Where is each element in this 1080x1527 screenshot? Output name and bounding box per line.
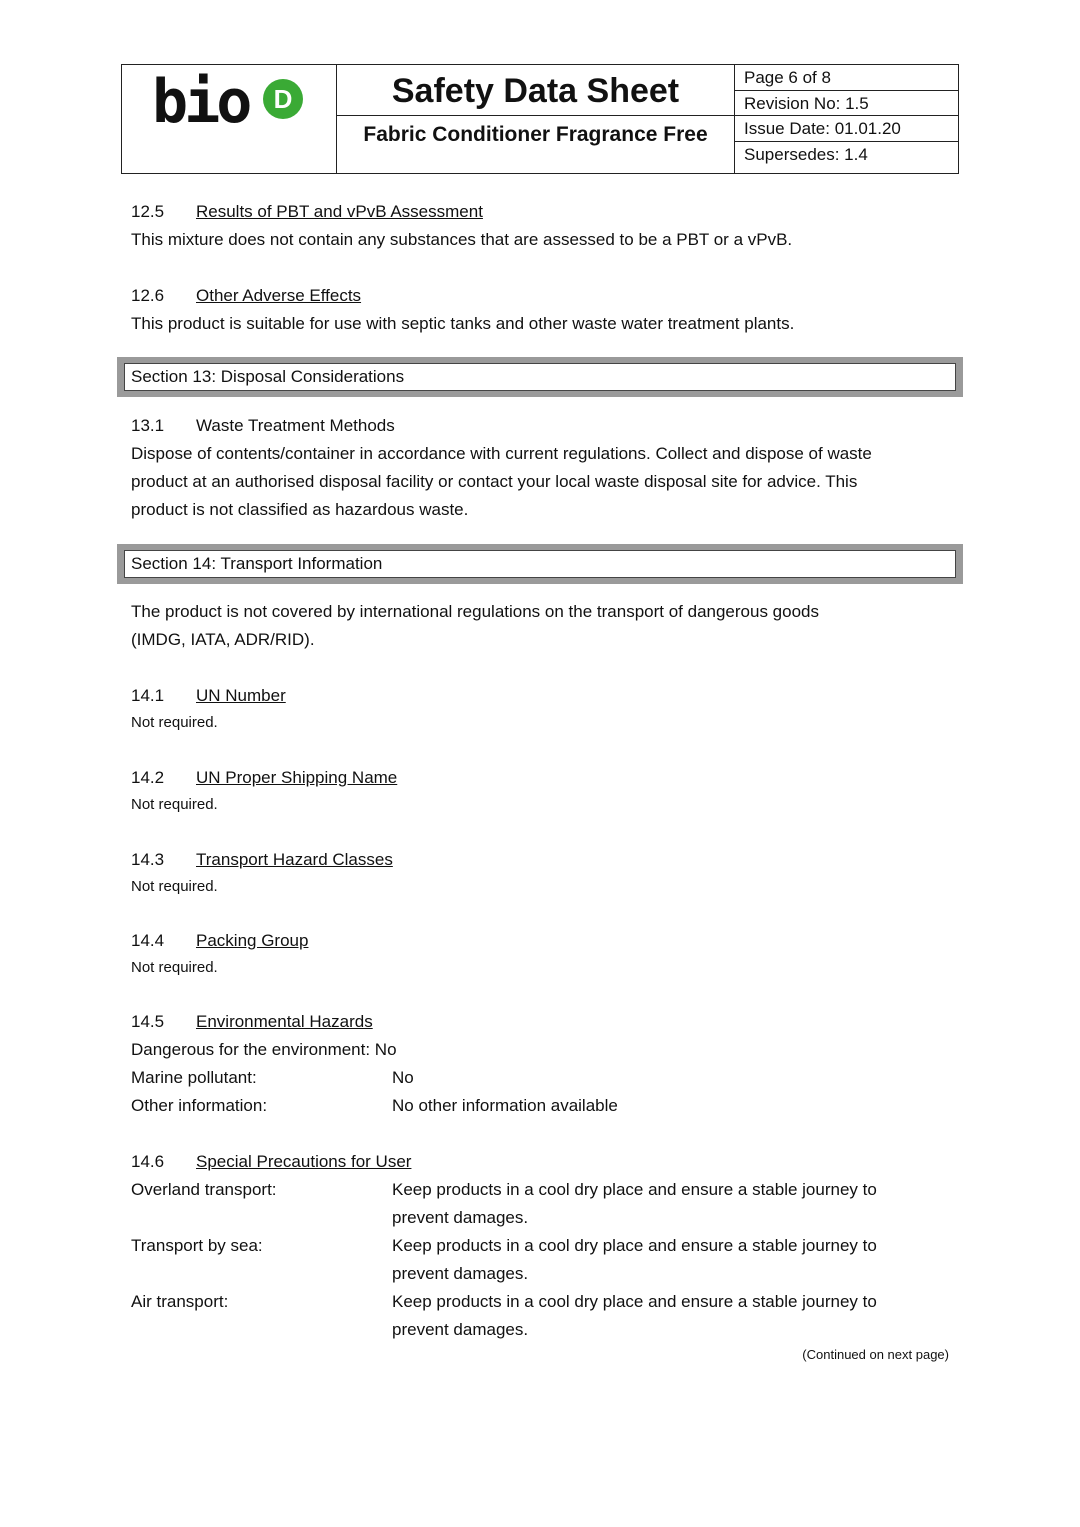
document-title: Safety Data Sheet [337, 65, 734, 116]
subsection-heading-special-precautions: Special Precautions for User [196, 1152, 412, 1171]
overland-transport-value: Keep products in a cool dry place and ensure a stable journey to [392, 1180, 877, 1199]
value-text: Not required. [131, 959, 218, 976]
other-information-label: Other information: [131, 1096, 268, 1115]
subsection-heading-waste-treatment: Waste Treatment Methods [196, 416, 395, 435]
subsection-number: 12.6 [131, 286, 165, 305]
supersedes: Supersedes: 1.4 [744, 144, 868, 164]
paragraph-line: The product is not covered by international regulations on the transport of dangerous goods [131, 602, 819, 621]
marine-pollutant-value: No [392, 1068, 414, 1087]
subsection-number: 14.1 [131, 686, 165, 705]
issue-date: Issue Date: 01.01.20 [735, 116, 958, 142]
subsection-number: 14.2 [131, 768, 165, 787]
paragraph-line: product at an authorised disposal facility or contact your local waste disposal site for advice. This [131, 472, 858, 491]
document-header [121, 64, 959, 174]
subsection-heading-hazard-classes: Transport Hazard Classes [196, 850, 393, 869]
subsection-number: 13.1 [131, 416, 165, 435]
section-14-title: Section 14: Transport Information [124, 550, 956, 578]
marine-pollutant-label: Marine pollutant: [131, 1068, 257, 1087]
section-13-title: Section 13: Disposal Considerations [124, 363, 956, 391]
subsection-heading-environmental-hazards: Environmental Hazards [196, 1012, 373, 1031]
air-transport-value-cont: prevent damages. [392, 1320, 529, 1339]
value-text: Not required. [131, 714, 218, 731]
overland-transport-value-cont: prevent damages. [392, 1208, 529, 1227]
paragraph-line: (IMDG, IATA, ADR/RID). [131, 630, 315, 649]
subsection-number: 14.4 [131, 931, 165, 950]
revision-number: Revision No: 1.5 [735, 91, 958, 117]
sea-transport-label: Transport by sea: [131, 1236, 263, 1255]
subsection-heading-adverse-effects: Other Adverse Effects [196, 286, 362, 305]
subsection-heading-shipping-name: UN Proper Shipping Name [196, 768, 398, 787]
subsection-heading-packing-group: Packing Group [196, 931, 309, 950]
subsection-heading-un-number: UN Number [196, 686, 286, 705]
paragraph-pbt: This mixture does not contain any substances that are assessed to be a PBT or a vPvB. [131, 230, 793, 249]
subsection-number: 14.5 [131, 1012, 165, 1031]
value-text: Not required. [131, 878, 218, 895]
value-text: Not required. [131, 796, 218, 813]
section-13-banner [117, 357, 963, 397]
paragraph-line: Dispose of contents/container in accordance with current regulations. Collect and dispose of waste [131, 444, 872, 463]
subsection-number: 12.5 [131, 202, 165, 221]
title-cell [337, 65, 735, 173]
logo-cell [122, 65, 337, 173]
sea-transport-value: Keep products in a cool dry place and ensure a stable journey to [392, 1236, 877, 1255]
section-14-banner [117, 544, 963, 584]
continued-note: (Continued on next page) [802, 1347, 949, 1362]
other-information-value: No other information available [392, 1096, 618, 1115]
subsection-heading-pbt: Results of PBT and vPvB Assessment [196, 202, 483, 221]
document-info-cell [735, 65, 958, 173]
subsection-number: 14.6 [131, 1152, 165, 1171]
paragraph-adverse-effects: This product is suitable for use with septic tanks and other waste water treatment plants. [131, 314, 795, 333]
sea-transport-value-cont: prevent damages. [392, 1264, 529, 1283]
air-transport-label: Air transport: [131, 1292, 229, 1311]
company-logo-text: bio [152, 67, 249, 137]
paragraph-line: product is not classified as hazardous waste. [131, 500, 469, 519]
company-logo-mark: D [263, 79, 303, 119]
subsection-number: 14.3 [131, 850, 165, 869]
air-transport-value: Keep products in a cool dry place and ensure a stable journey to [392, 1292, 877, 1311]
product-name: Fabric Conditioner Fragrance Free [363, 123, 708, 146]
dangerous-for-environment: Dangerous for the environment: No [131, 1040, 397, 1059]
overland-transport-label: Overland transport: [131, 1180, 277, 1199]
page-number: Page 6 of 8 [735, 65, 958, 91]
